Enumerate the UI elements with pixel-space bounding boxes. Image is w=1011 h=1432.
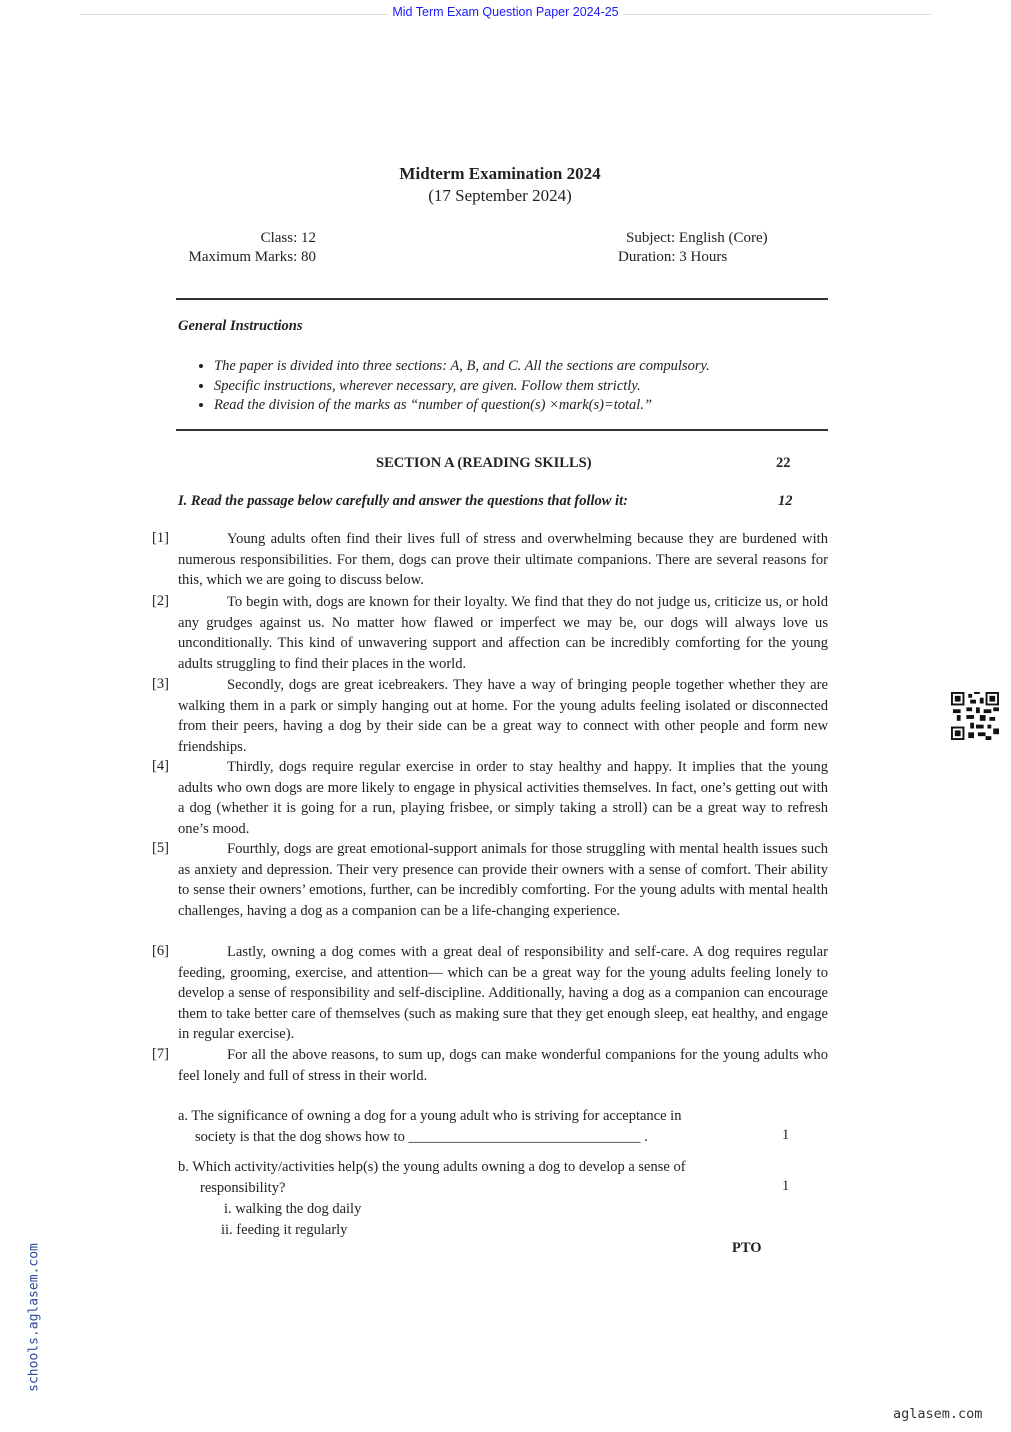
instruction-item: • Specific instructions, wherever necessary, are given. Follow them strictly.: [214, 377, 710, 397]
pto-label: PTO: [732, 1240, 762, 1256]
duration-label: Duration: 3 Hours: [618, 249, 728, 265]
question-a-marks: 1: [782, 1127, 790, 1143]
question-b-line: b. Which activity/activities help(s) the young adults owning a dog to develop a sense of: [178, 1159, 686, 1175]
instructions-heading: General Instructions: [178, 318, 303, 334]
paragraph-number: [6]: [152, 943, 169, 959]
exam-class-marks: [176, 229, 316, 267]
subject-label: Subject: English (Core): [626, 230, 768, 246]
exam-date: (17 September 2024): [428, 186, 572, 205]
instruction-item: • Read the division of the marks as “number of question(s) ×mark(s)=total.”: [214, 396, 710, 416]
divider: [176, 429, 828, 431]
paragraph: Lastly, owning a dog comes with a great deal of responsibility and self-care. A dog requires regular feeding, grooming, exercise, and attention— which can be a great way for the young adults feeling lonely to develop a sense of responsibility and self-discipline. Additionally, having a dog as a companion can encourage them to take better care of themselves (such as making sure that they get enough sleep, eat healthy, and engage in regular exercise).: [178, 944, 828, 1043]
question-a: [178, 1106, 768, 1148]
section-title: SECTION A (READING SKILLS): [376, 455, 592, 471]
paragraph-number: [4]: [152, 758, 169, 774]
paragraph-number: [7]: [152, 1046, 169, 1062]
instructions-list: [196, 357, 710, 416]
question-b: [178, 1157, 768, 1241]
question-prompt: I. Read the passage below carefully and answer the questions that follow it:: [178, 493, 628, 509]
section-marks: 22: [776, 455, 791, 471]
paragraph: To begin with, dogs are known for their loyalty. We find that they do not judge us, criticize us, or hold any grudges against us. No matter how flawed or imperfect we may be, our dogs will always love us unconditionally. This kind of unwavering support and affection can be incredibly comforting for the young adults struggling to find their places in the world.: [178, 594, 828, 672]
watermark-right: aglasem.com: [893, 1406, 983, 1422]
banner-title: Mid Term Exam Question Paper 2024-25: [0, 5, 1011, 19]
question-b-marks: 1: [782, 1178, 790, 1194]
watermark-left: schools.aglasem.com: [26, 1243, 42, 1392]
option-item: ii. feeding it regularly: [221, 1222, 348, 1238]
exam-subject-duration: [618, 229, 768, 267]
paragraph: Secondly, dogs are great icebreakers. They have a way of bringing people together whether they are walking them in a park or simply hanging out at home. For the young adults feeling isolated or disconnected from their peers, having a dog by their side can be a great way to connect with other people and form new friendships.: [178, 677, 828, 755]
paragraph-number: [5]: [152, 840, 169, 856]
paragraph: Fourthly, dogs are great emotional-support animals for those struggling with mental health issues such as anxiety and depression. Their very presence can provide their owners with a sense of comfort. Their ability to sense their owners’ emotions, further, can be incredibly comforting. For the young adults with mental health challenges, having a dog as a companion can be a life-changing experience.: [178, 841, 828, 919]
paragraph-number: [2]: [152, 593, 169, 609]
paragraph: For all the above reasons, to sum up, dogs can make wonderful companions for the young adults who feel lonely and full of stress in their world.: [178, 1047, 828, 1084]
question-a-line: a. The significance of owning a dog for a young adult who is striving for acceptance in: [178, 1108, 682, 1124]
max-marks-label: Maximum Marks: 80: [188, 249, 316, 265]
option-item: i. walking the dog daily: [224, 1201, 362, 1217]
question-marks: 12: [778, 493, 793, 509]
question-b-line: responsibility?: [200, 1180, 286, 1196]
qr-code-icon: [950, 692, 1000, 740]
paragraph-number: [3]: [152, 676, 169, 692]
exam-title: Midterm Examination 2024: [399, 164, 601, 183]
instruction-item: • The paper is divided into three sections: A, B, and C. All the sections are compulsory.: [214, 357, 710, 377]
divider: [176, 298, 828, 300]
class-label: Class: 12: [260, 230, 316, 246]
paragraph: Young adults often find their lives full of stress and overwhelming because they are burdened with numerous responsibilities. For them, dogs can prove their ultimate companions. There are several reasons for this, which we are going to discuss below.: [178, 531, 828, 589]
paragraph-number: [1]: [152, 530, 169, 546]
paragraph: Thirdly, dogs require regular exercise in order to stay healthy and happy. It implies that the young adults who own dogs are more likely to engage in physical activities themselves. In fact, one’s getting out with a dog (whether it is going for a run, playing frisbee, or simply taking a stroll) can be a great way to refresh one’s mood.: [178, 759, 828, 837]
question-a-line: society is that the dog shows how to ________________________________ .: [195, 1129, 648, 1145]
